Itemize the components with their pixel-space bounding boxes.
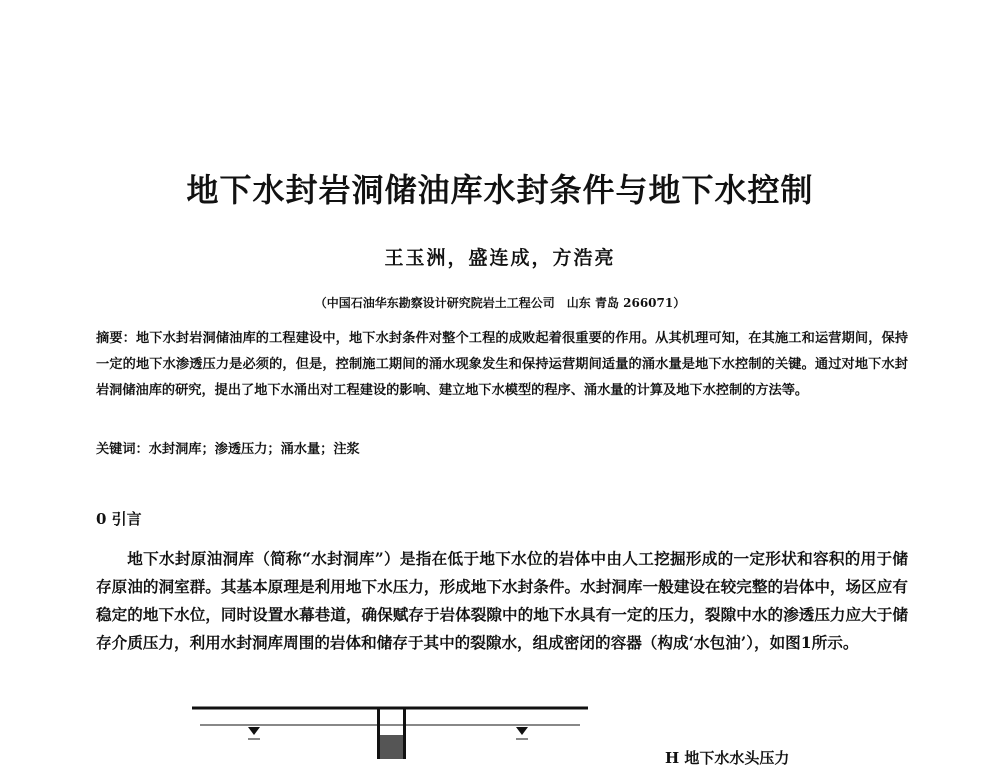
affiliation: （中国石油华东勘察设计研究院岩土工程公司 山东 青岛 266071） [314, 296, 686, 310]
abstract [96, 326, 908, 404]
shaft-fill [380, 735, 403, 759]
keywords [96, 438, 908, 457]
keywords-text: 水封洞库；渗透压力；涌水量；注浆 [148, 442, 360, 457]
keywords-label: 关键词： [96, 442, 149, 457]
figure-1 [180, 695, 820, 767]
shaft-wall-left [377, 708, 380, 759]
figure-label: H 地下水水头压力 [665, 749, 790, 767]
authors: 王玉洲，盛连成，方浩亮 [384, 247, 616, 269]
shaft-wall-right [403, 708, 406, 759]
section-heading: 0 引言 [96, 510, 142, 528]
water-level-marker-left [248, 727, 260, 735]
abstract-label: 摘要： [96, 331, 136, 346]
abstract-text: 地下水封岩洞储油库的工程建设中，地下水封条件对整个工程的成败起着很重要的作用。从其机理可知，在其施工和运营期间，保持一定的地下水渗透压力是必须的，但是，控制施工期间的涌水现象发生和保持运营期间适量的涌水量是地下水控制的关键。通过对地下水封岩洞储油库的研究，提出了地下水涌出对工程建设的影响、建立地下水模型的程序、涌水量的计算及地下水控制的方法等。 [96, 331, 909, 398]
paper-title: 地下水封岩洞储油库水封条件与地下水控制 [186, 171, 814, 209]
intro-paragraph: 地下水封原油洞库（简称“水封洞库”）是指在低于地下水位的岩体中由人工挖掘形成的一定形状和容积的用于储存原油的洞室群。其基本原理是利用地下水压力，形成地下水封条件。水封洞库一般建设在较完整的岩体中，场区应有稳定的地下水位，同时设置水幕巷道，确保赋存于岩体裂隙中的地下水具有一定的压力，裂隙中水的渗透压力应大于储存介质压力，利用水封洞库周围的岩体和储存于其中的裂隙水，组成密闭的容器（构成‘水包油’），如图1所示。 [96, 549, 908, 652]
water-level-marker-right [516, 727, 528, 735]
